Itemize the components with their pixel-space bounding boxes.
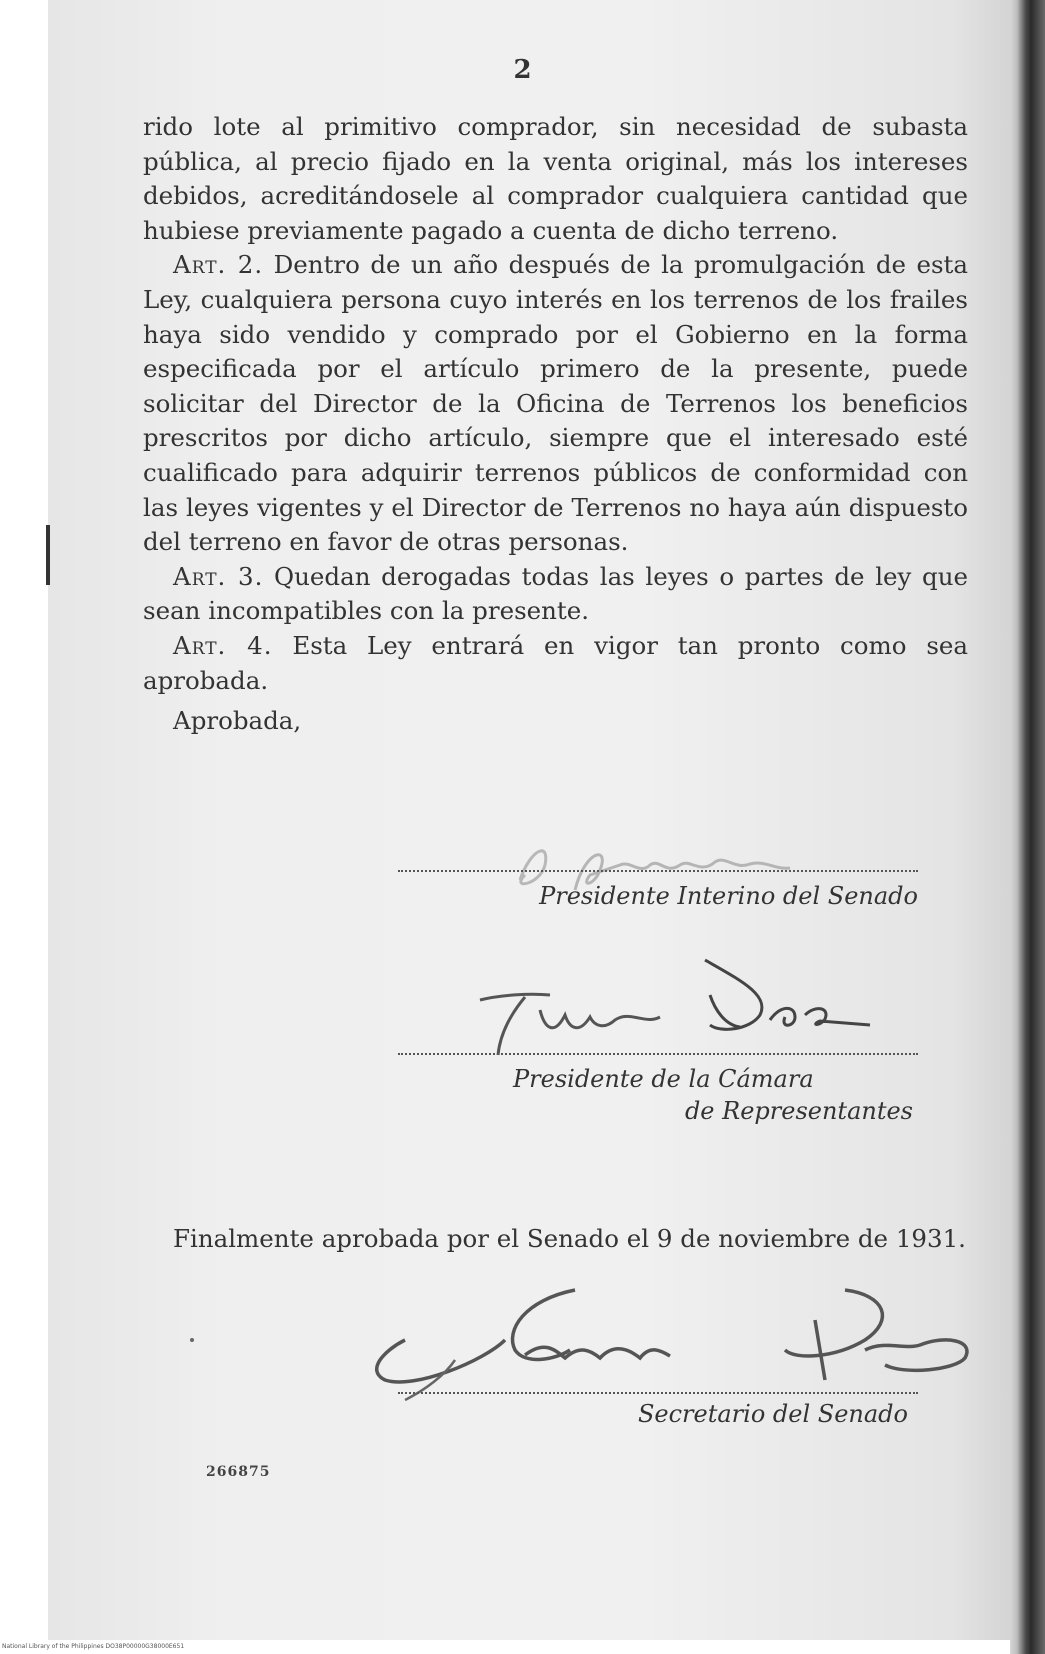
- final-approval-text: Finalmente aprobada por el Senado el 9 de noviembre de 1931.: [173, 1224, 966, 1253]
- document-body: [143, 110, 968, 739]
- article-4: [143, 629, 968, 698]
- article-3: [143, 560, 968, 629]
- page-number: 2: [513, 55, 532, 85]
- senate-president-block: [398, 870, 918, 912]
- secretary-title: Secretario del Senado: [637, 1400, 908, 1428]
- house-president-block: [398, 1053, 918, 1127]
- signature-line: [398, 870, 918, 872]
- document-code: 266875: [206, 1464, 271, 1480]
- article-4-text: Esta Ley entrará en vigor tan pronto como sea aprobada.: [143, 630, 968, 695]
- article-2: [143, 248, 968, 559]
- house-president-signature: [470, 955, 900, 1065]
- signature-line: [398, 1392, 918, 1394]
- approved-line: Aprobada,: [173, 706, 302, 736]
- article-2-text: Dentro de un año después de la promulgación de esta Ley, cualquiera persona cuyo interés en los terrenos de los frailes haya sido vendido y comprado por el Gobierno en la forma especificada por el artículo primero de la presente, puede solicitar del Director de la Oficina de Terrenos los beneficios prescritos por dicho artículo, siempre que el interesado esté cualificado para adquirir terrenos públicos de conformidad con las leyes vigentes y el Director de Terrenos no haya aún dispuesto del terreno en favor de otras personas.: [143, 250, 969, 557]
- article-3-text: Quedan derogadas todas las leyes o partes de ley que sean incompatibles con la presente.: [143, 561, 968, 626]
- speck: [190, 1338, 194, 1342]
- article-4-label: Art. 4.: [173, 630, 273, 660]
- scan-edge-mark: [46, 525, 50, 585]
- secretary-signature: [345, 1280, 1035, 1410]
- article-2-label: Art. 2.: [173, 250, 264, 280]
- house-president-title-line2: de Representantes: [684, 1097, 913, 1125]
- paragraph-continuation: rido lote al primitivo comprador, sin necesidad de subasta pública, al precio fijado en la venta original, más los intereses debidos, acreditándosele al comprador cualquiera cantidad que hubiese previamente pagado a cuenta de dicho terreno.: [143, 112, 968, 245]
- secretary-block: [398, 1392, 918, 1430]
- footer-credit: National Library of the Philippines DO38P00000G38000E651: [2, 1643, 185, 1650]
- house-president-title-line1: Presidente de la Cámara: [513, 1065, 814, 1093]
- signature-line: [398, 1053, 918, 1055]
- article-3-label: Art. 3.: [173, 561, 264, 591]
- senate-president-title: Presidente Interino del Senado: [539, 882, 918, 910]
